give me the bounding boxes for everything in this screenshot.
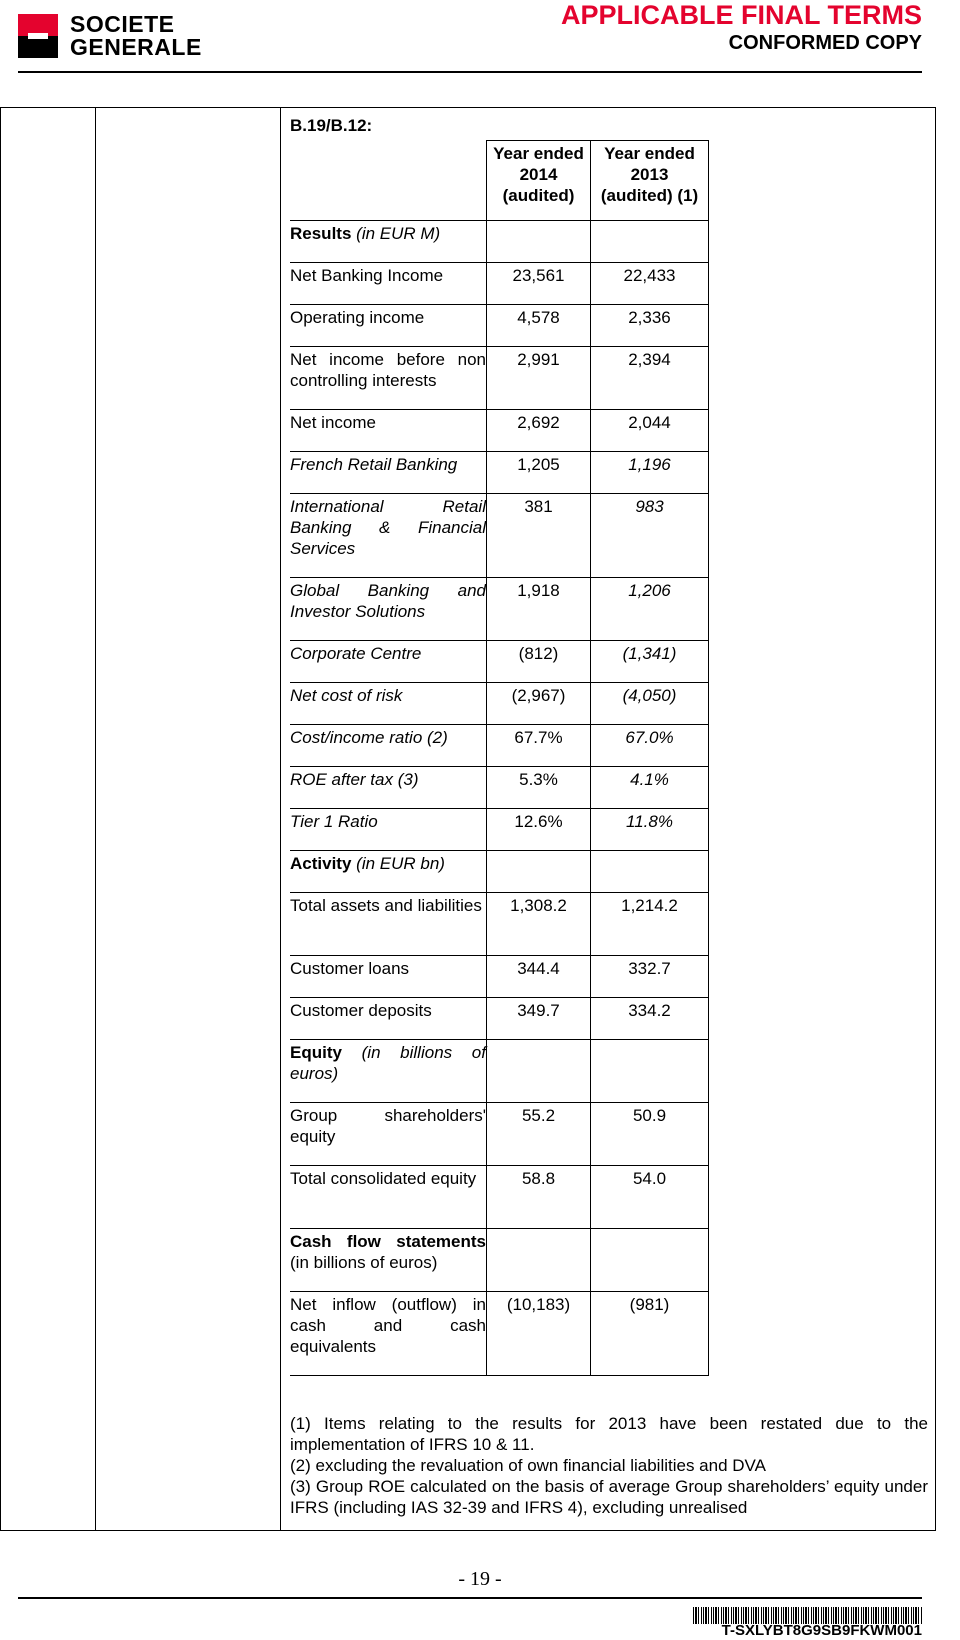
value-2013-text: 2,336 bbox=[628, 308, 671, 327]
value-2014-text: (2,967) bbox=[511, 686, 566, 705]
section-heading bbox=[290, 221, 487, 263]
table-row bbox=[290, 998, 709, 1040]
value-2013-text: 67.0% bbox=[625, 728, 674, 747]
table-header-row bbox=[290, 141, 709, 221]
row-label bbox=[290, 893, 487, 956]
section-heading-title: Results bbox=[290, 224, 352, 243]
value-2014-text: 1,918 bbox=[517, 581, 560, 600]
row-label-text: Operating income bbox=[290, 308, 425, 327]
value-2014 bbox=[487, 494, 591, 578]
section-heading bbox=[290, 1229, 487, 1292]
empty-cell bbox=[487, 221, 591, 263]
value-2014 bbox=[487, 263, 591, 305]
value-2013 bbox=[591, 1103, 709, 1166]
section-heading bbox=[290, 1040, 487, 1103]
table-row bbox=[290, 305, 709, 347]
row-label-text: French Retail Banking bbox=[290, 455, 458, 474]
value-2013-text: 50.9 bbox=[632, 1106, 667, 1125]
value-2014-text: 381 bbox=[524, 497, 553, 516]
frame-column-divider bbox=[280, 107, 281, 1531]
row-label-text: Cost/income ratio (2) bbox=[290, 728, 448, 747]
column-header-2014: Year ended 2014 (audited) bbox=[487, 141, 591, 221]
value-2014 bbox=[487, 1166, 591, 1229]
document-title: APPLICABLE FINAL TERMS bbox=[560, 0, 922, 30]
empty-cell bbox=[487, 1040, 591, 1103]
table-row bbox=[290, 494, 709, 578]
section-heading-unit: (in billions of euros) bbox=[290, 1043, 486, 1083]
row-label bbox=[290, 641, 487, 683]
logo-mark-icon bbox=[18, 14, 58, 58]
value-2013-text: (4,050) bbox=[622, 686, 677, 705]
empty-cell bbox=[591, 851, 709, 893]
section-heading-row bbox=[290, 851, 709, 893]
row-label-text: Total assets and liabilities bbox=[290, 896, 482, 915]
row-label-text: Customer loans bbox=[290, 959, 410, 978]
table-row bbox=[290, 578, 709, 641]
value-2014 bbox=[487, 347, 591, 410]
value-2013-text: 1,196 bbox=[628, 455, 671, 474]
value-2013-text: 2,044 bbox=[628, 413, 671, 432]
value-2014 bbox=[487, 809, 591, 851]
footnote-2: (2) excluding the revaluation of own financial liabilities and DVA bbox=[290, 1456, 766, 1475]
section-id: B.19/B.12: bbox=[290, 116, 373, 135]
empty-cell bbox=[591, 1229, 709, 1292]
footnotes bbox=[290, 1413, 928, 1518]
empty-cell bbox=[591, 1040, 709, 1103]
section-heading-title: Cash flow statements bbox=[290, 1232, 486, 1251]
value-2014-text: 2,991 bbox=[517, 350, 560, 369]
document-subtitle: CONFORMED COPY bbox=[728, 32, 922, 54]
value-2013 bbox=[591, 305, 709, 347]
societe-generale-logo bbox=[18, 11, 250, 60]
row-label-text: Total consolidated equity bbox=[290, 1169, 477, 1188]
row-label bbox=[290, 1103, 487, 1166]
value-2014-text: 23,561 bbox=[512, 266, 565, 285]
row-label-text: Net income before non controlling interests bbox=[290, 350, 486, 390]
document-code: T-SXLYBT8G9SB9FKWM001 bbox=[721, 1622, 922, 1639]
row-label-text: Net inflow (outflow) in cash and cash equivalents bbox=[290, 1295, 486, 1356]
page-number: - 19 - bbox=[458, 1568, 502, 1590]
value-2014-text: 1,308.2 bbox=[510, 896, 567, 915]
value-2013 bbox=[591, 263, 709, 305]
row-label-text: Net income bbox=[290, 413, 376, 432]
table-row bbox=[290, 1166, 709, 1229]
table-row bbox=[290, 410, 709, 452]
section-heading-title: Equity bbox=[290, 1043, 342, 1062]
row-label bbox=[290, 452, 487, 494]
value-2014-text: 58.8 bbox=[521, 1169, 556, 1188]
value-2014-text: 1,205 bbox=[517, 455, 560, 474]
row-label bbox=[290, 998, 487, 1040]
row-label bbox=[290, 347, 487, 410]
value-2013-text: 1,214.2 bbox=[621, 896, 678, 915]
row-label bbox=[290, 1292, 487, 1376]
table-row bbox=[290, 347, 709, 410]
value-2014 bbox=[487, 956, 591, 998]
row-label-text: Customer deposits bbox=[290, 1001, 432, 1020]
empty-cell bbox=[591, 221, 709, 263]
value-2013 bbox=[591, 641, 709, 683]
section-heading-unit: (in EUR bn) bbox=[356, 854, 445, 873]
table-row bbox=[290, 263, 709, 305]
footer-divider bbox=[18, 1597, 922, 1599]
row-label bbox=[290, 725, 487, 767]
value-2014 bbox=[487, 893, 591, 956]
value-2013-text: 4.1% bbox=[630, 770, 669, 789]
value-2013-text: 11.8% bbox=[626, 812, 673, 831]
value-2014-text: (10,183) bbox=[506, 1295, 571, 1314]
value-2014 bbox=[487, 305, 591, 347]
row-label bbox=[290, 494, 487, 578]
footnote-3: (3) Group ROE calculated on the basis of average Group shareholders’ equity under IFRS (including IAS 32-39 and IFRS 4), excluding unrealised bbox=[290, 1477, 928, 1517]
value-2013 bbox=[591, 1166, 709, 1229]
row-label-text: Net cost of risk bbox=[290, 686, 403, 705]
row-label bbox=[290, 263, 487, 305]
value-2013 bbox=[591, 767, 709, 809]
table-row bbox=[290, 683, 709, 725]
empty-cell bbox=[487, 851, 591, 893]
value-2013 bbox=[591, 452, 709, 494]
value-2014-text: 344.4 bbox=[517, 959, 560, 978]
value-2014 bbox=[487, 578, 591, 641]
table-row bbox=[290, 452, 709, 494]
row-label-text: Net Banking Income bbox=[290, 266, 444, 285]
value-2013 bbox=[591, 683, 709, 725]
row-label bbox=[290, 410, 487, 452]
value-2013-text: 332.7 bbox=[628, 959, 671, 978]
value-2013 bbox=[591, 578, 709, 641]
value-2013 bbox=[591, 347, 709, 410]
row-label bbox=[290, 578, 487, 641]
value-2014-text: 12.6% bbox=[514, 812, 563, 831]
value-2013-text: 54.0 bbox=[632, 1169, 667, 1188]
value-2014-text: 67.7% bbox=[514, 728, 563, 747]
footnote-1: (1) Items relating to the results for 2013 have been restated due to the implementation of IFRS 10 & 11. bbox=[290, 1414, 928, 1454]
empty-cell bbox=[487, 1229, 591, 1292]
header-divider bbox=[18, 71, 922, 73]
table-row bbox=[290, 767, 709, 809]
table-row bbox=[290, 641, 709, 683]
value-2014-text: 349.7 bbox=[517, 1001, 560, 1020]
row-label bbox=[290, 305, 487, 347]
value-2013-text: 334.2 bbox=[628, 1001, 671, 1020]
table-row bbox=[290, 809, 709, 851]
value-2014 bbox=[487, 998, 591, 1040]
value-2013-text: (981) bbox=[629, 1295, 670, 1314]
value-2014 bbox=[487, 1292, 591, 1376]
value-2013 bbox=[591, 998, 709, 1040]
row-label bbox=[290, 1166, 487, 1229]
value-2013 bbox=[591, 956, 709, 998]
value-2013-text: (1,341) bbox=[622, 644, 677, 663]
logo-text: SOCIETE GENERALE bbox=[70, 11, 202, 60]
section-heading-row bbox=[290, 221, 709, 263]
value-2014-text: (812) bbox=[518, 644, 559, 663]
value-2014-text: 4,578 bbox=[517, 308, 560, 327]
row-label-text: Tier 1 Ratio bbox=[290, 812, 378, 831]
section-heading-row bbox=[290, 1040, 709, 1103]
value-2013 bbox=[591, 725, 709, 767]
section-heading-row bbox=[290, 1229, 709, 1292]
section-heading-title: Activity bbox=[290, 854, 352, 873]
value-2013-text: 983 bbox=[635, 497, 664, 516]
row-label-text: Corporate Centre bbox=[290, 644, 422, 663]
table-row bbox=[290, 956, 709, 998]
value-2013 bbox=[591, 494, 709, 578]
table-row bbox=[290, 1103, 709, 1166]
value-2014 bbox=[487, 452, 591, 494]
section-heading-unit: (in billions of euros) bbox=[290, 1253, 438, 1272]
value-2014-text: 5.3% bbox=[519, 770, 558, 789]
row-label bbox=[290, 956, 487, 998]
row-label-text: Global Banking and Investor Solutions bbox=[290, 581, 486, 621]
financial-table bbox=[290, 140, 709, 1376]
frame-column-divider bbox=[95, 107, 96, 1531]
row-label-text: ROE after tax (3) bbox=[290, 770, 419, 789]
row-label bbox=[290, 683, 487, 725]
value-2014-text: 2,692 bbox=[517, 413, 560, 432]
value-2013-text: 2,394 bbox=[628, 350, 671, 369]
value-2013-text: 22,433 bbox=[623, 266, 676, 285]
value-2014-text: 55.2 bbox=[521, 1106, 556, 1125]
row-label-text: Group shareholders' equity bbox=[290, 1106, 486, 1146]
value-2013 bbox=[591, 1292, 709, 1376]
value-2013 bbox=[591, 893, 709, 956]
column-header-2013: Year ended 2013 (audited) (1) bbox=[591, 141, 709, 221]
value-2013 bbox=[591, 410, 709, 452]
table-row bbox=[290, 893, 709, 956]
value-2014 bbox=[487, 725, 591, 767]
table-row bbox=[290, 1292, 709, 1376]
value-2014 bbox=[487, 1103, 591, 1166]
row-label bbox=[290, 767, 487, 809]
row-label bbox=[290, 809, 487, 851]
value-2013-text: 1,206 bbox=[628, 581, 671, 600]
value-2014 bbox=[487, 683, 591, 725]
section-heading-unit: (in EUR M) bbox=[356, 224, 441, 243]
table-row bbox=[290, 725, 709, 767]
value-2013 bbox=[591, 809, 709, 851]
row-label-text: International Retail Banking & Financial Services bbox=[290, 497, 486, 558]
section-heading bbox=[290, 851, 487, 893]
value-2014 bbox=[487, 410, 591, 452]
header-empty-cell bbox=[290, 141, 487, 221]
value-2014 bbox=[487, 641, 591, 683]
value-2014 bbox=[487, 767, 591, 809]
